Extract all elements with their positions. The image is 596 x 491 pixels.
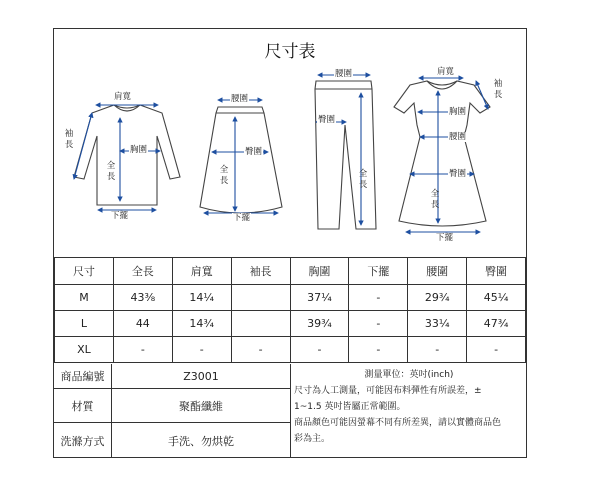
table-header: 尺寸: [55, 258, 114, 285]
label-full-length: 全長: [219, 165, 229, 186]
table-cell: 43⅜: [113, 285, 172, 311]
label-hem: 下擺: [436, 233, 454, 243]
note-line: 尺寸為人工測量，可能因布料彈性有所誤差，±: [294, 386, 482, 396]
table-cell: 45¼: [467, 285, 526, 311]
table-cell: [231, 285, 290, 311]
table-cell: 14¾: [172, 311, 231, 337]
table-row: [55, 285, 526, 311]
table-cell: -: [113, 337, 172, 363]
table-cell: [231, 311, 290, 337]
label-hip: 臀圍: [318, 115, 336, 125]
table-cell: 37¼: [290, 285, 349, 311]
label-shoulder: 肩寬: [114, 92, 132, 102]
note-line: 1~1.5 英吋皆屬正常範圍。: [294, 402, 406, 412]
label-hem: 下擺: [111, 211, 129, 221]
label-waist: 腰圍: [231, 94, 249, 104]
size-chart: [53, 28, 527, 458]
dress-outline: [394, 81, 490, 226]
label-sleeve: 袖長: [64, 129, 74, 150]
label-hem: 下擺: [233, 213, 251, 223]
size-table: [54, 257, 526, 363]
product-code-row: [54, 364, 290, 389]
table-cell: -: [290, 337, 349, 363]
label-waist: 腰圍: [335, 69, 353, 79]
measurement-notes: [292, 364, 526, 458]
table-header: 全長: [113, 258, 172, 285]
label-full-length: 全長: [430, 189, 440, 210]
label-waist: 腰圍: [449, 132, 467, 142]
wash-value: 手洗、勿烘乾: [168, 434, 234, 448]
skirt-outline: [200, 107, 282, 213]
table-cell: 29¾: [408, 285, 467, 311]
table-row: [55, 311, 526, 337]
table-row: [55, 337, 526, 363]
table-header: 腰圍: [408, 258, 467, 285]
label-chest: 胸圍: [130, 145, 148, 155]
product-code-value: Z3001: [183, 369, 219, 383]
garment-figures: [54, 29, 528, 257]
table-header-row: [55, 258, 526, 285]
garment-illustrations: [54, 29, 528, 257]
product-info: [54, 364, 526, 458]
table-cell: -: [349, 337, 408, 363]
table-header: 胸圍: [290, 258, 349, 285]
label-chest: 胸圍: [449, 107, 467, 117]
page-title: 尺寸表: [264, 42, 316, 62]
material-value: 聚酯纖維: [179, 399, 223, 413]
label-sleeve: 袖長: [493, 79, 503, 100]
label-full-length: 全長: [358, 169, 368, 190]
table-cell: 39¾: [290, 311, 349, 337]
table-header: 肩寬: [172, 258, 231, 285]
table-cell: XL: [55, 337, 114, 363]
table-cell: L: [55, 311, 114, 337]
material-label: 材質: [54, 389, 112, 422]
note-line: 彩為主。: [294, 434, 331, 444]
table-cell: 44: [113, 311, 172, 337]
table-cell: -: [172, 337, 231, 363]
table-cell: 14¼: [172, 285, 231, 311]
table-cell: 33¼: [408, 311, 467, 337]
table-cell: -: [349, 285, 408, 311]
table-header: 下擺: [349, 258, 408, 285]
table-header: 袖長: [231, 258, 290, 285]
label-hip: 臀圍: [245, 147, 263, 157]
wash-row: [54, 423, 290, 458]
table-cell: -: [467, 337, 526, 363]
label-hip: 臀圍: [449, 169, 467, 179]
note-line: 商品顏色可能因螢幕不同有所差異，請以實體商品色: [294, 418, 502, 428]
pants-outline: [315, 81, 376, 229]
table-cell: -: [231, 337, 290, 363]
table-cell: -: [349, 311, 408, 337]
table-cell: M: [55, 285, 114, 311]
product-code-label: 商品編號: [54, 364, 112, 388]
label-full-length: 全長: [106, 161, 116, 182]
wash-label: 洗滌方式: [54, 423, 112, 458]
material-row: [54, 389, 290, 423]
table-cell: -: [408, 337, 467, 363]
unit-note: 測量單位：英吋(inch): [364, 370, 454, 380]
table-header: 臀圍: [467, 258, 526, 285]
table-cell: 47¾: [467, 311, 526, 337]
column-divider: [290, 364, 291, 458]
label-shoulder: 肩寬: [437, 67, 455, 77]
